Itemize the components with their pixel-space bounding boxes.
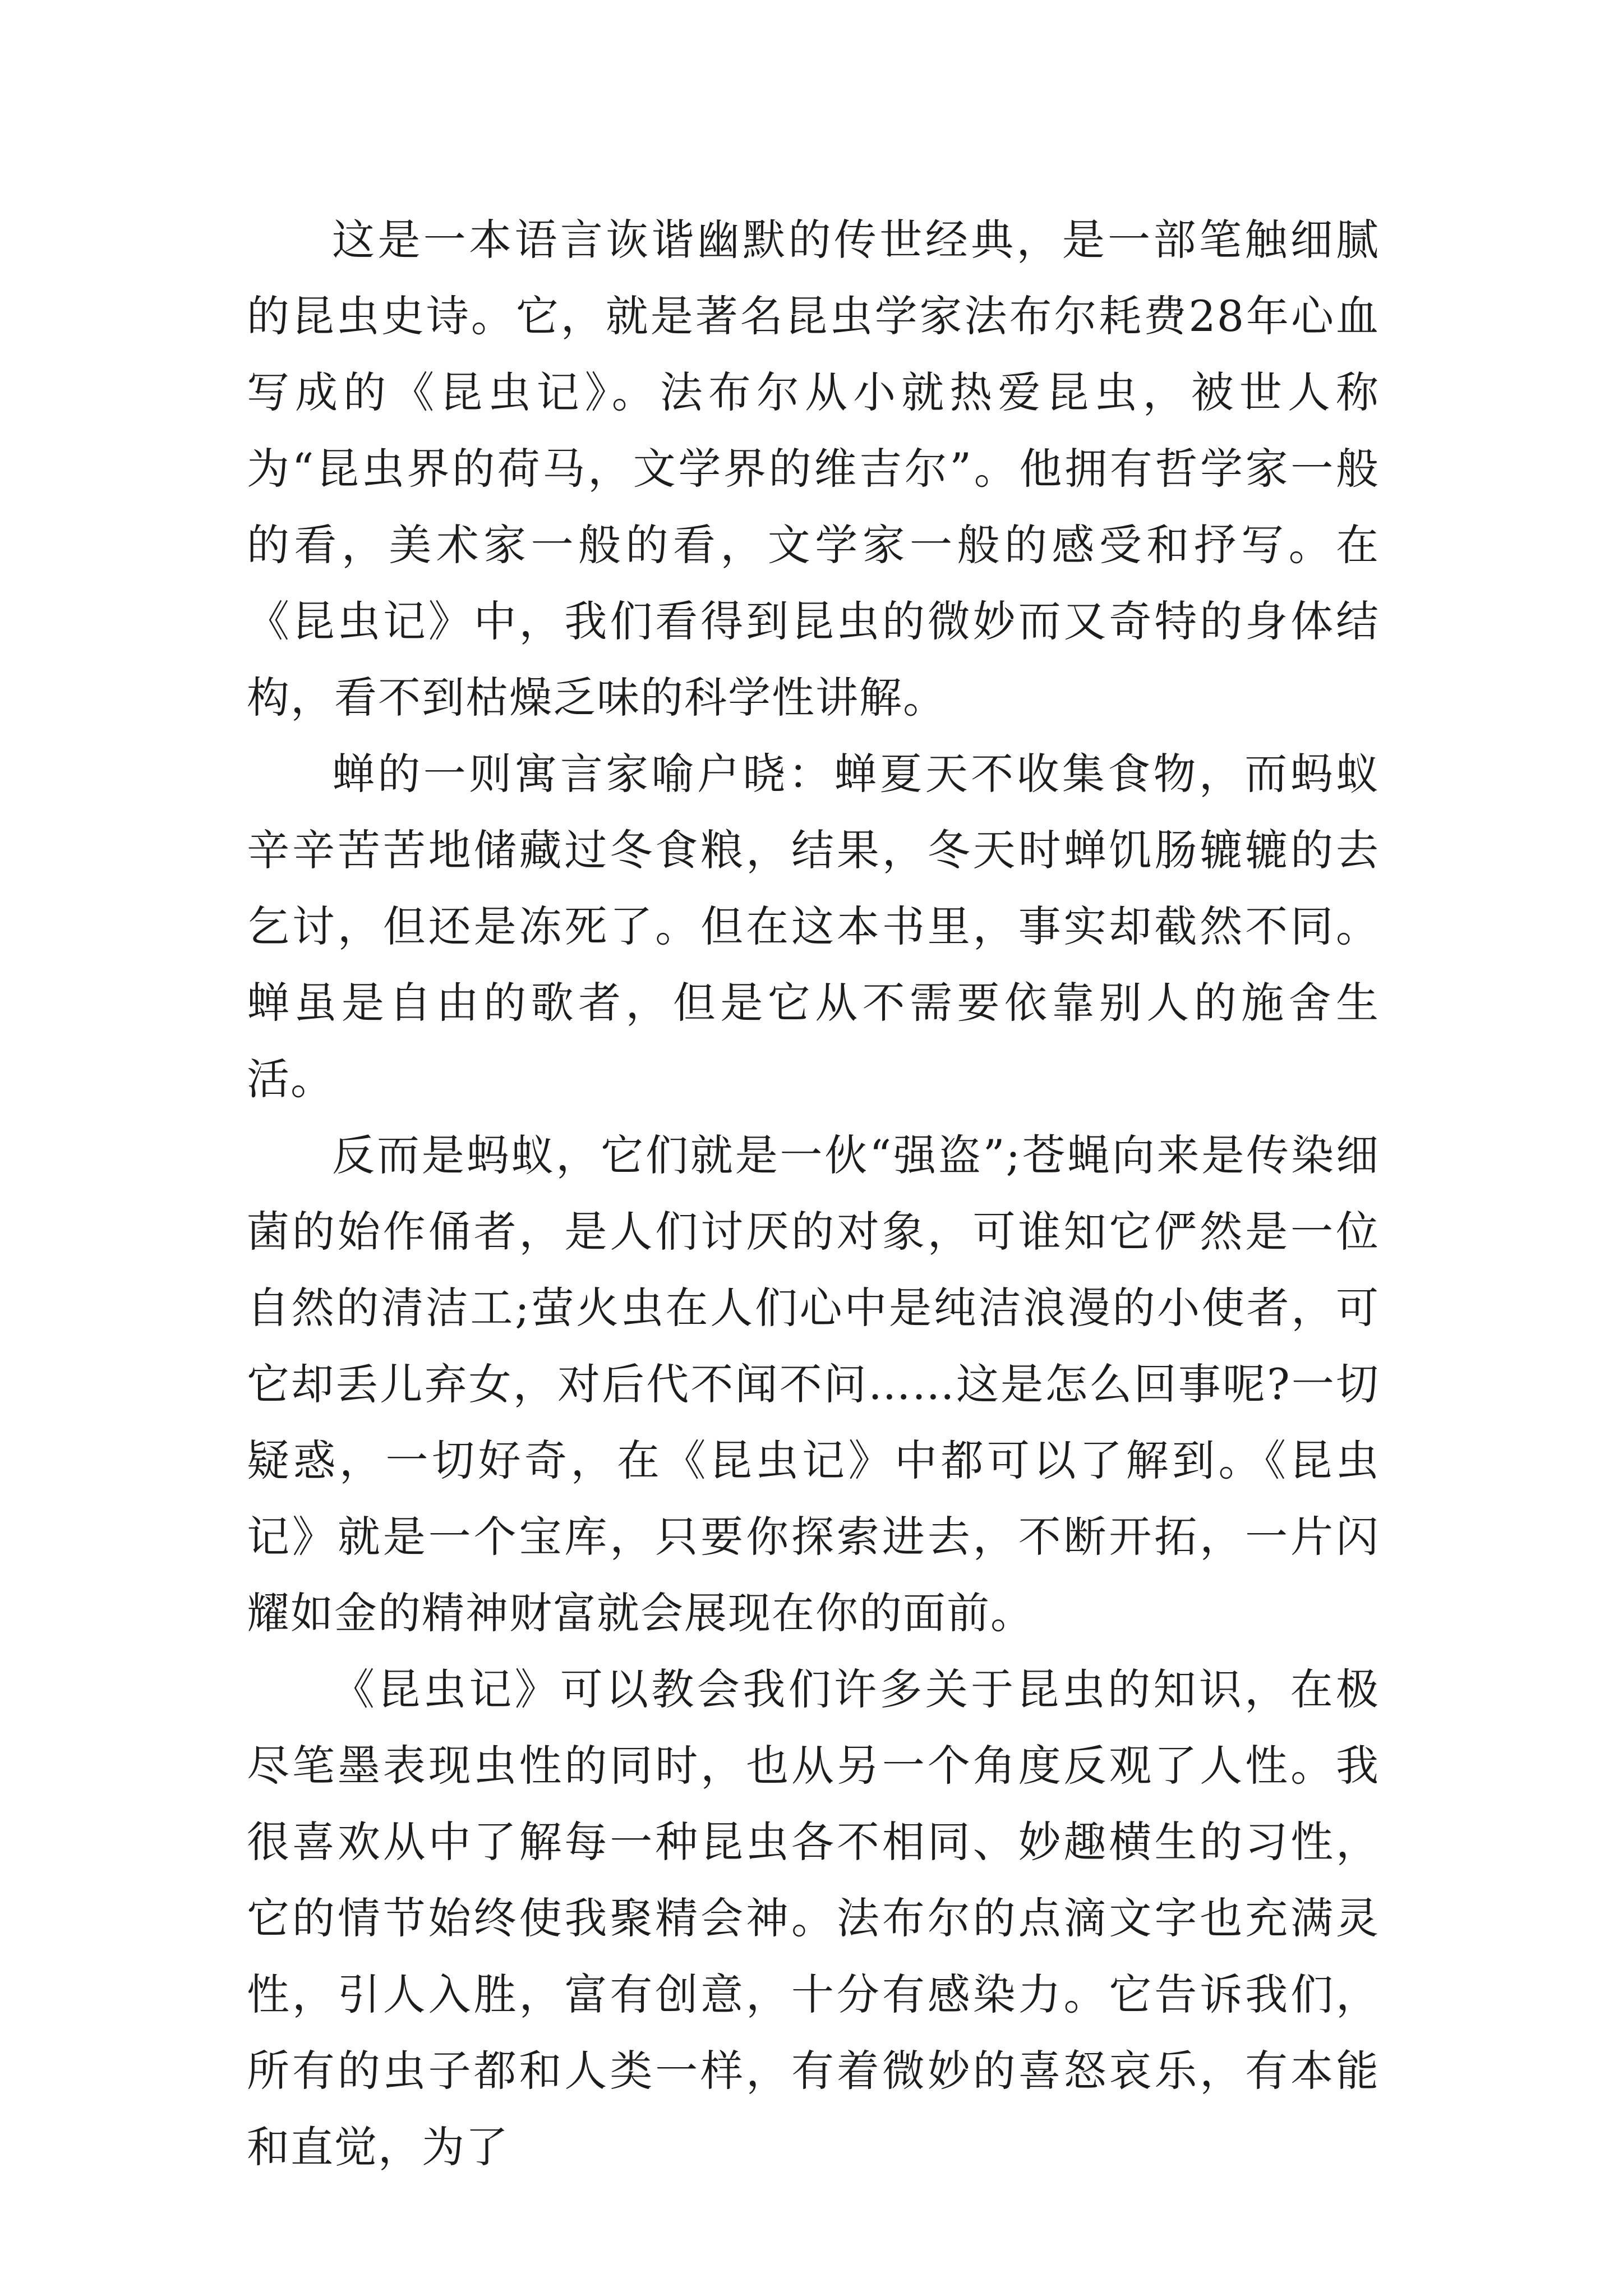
paragraph-3: 反而是蚂蚁，它们就是一伙“强盗”;苍蝇向来是传染细菌的始作俑者，是人们讨厌的对象，可谁知它俨然是一位自然的清洁工;萤火虫在人们心中是纯洁浪漫的小使者，可它却丢儿弃女，对后代不闻不问……这是怎么回事呢?一切疑惑，一切好奇，在《昆虫记》中都可以了解到。《昆虫记》就是一个宝库，只要你探索进去，不断开拓，一片闪耀如金的精神财富就会展现在你的面前。 [247, 1130, 1380, 1638]
paragraph-4: 《昆虫记》可以教会我们许多关于昆虫的知识，在极尽笔墨表现虫性的同时，也从另一个角度反观了人性。我很喜欢从中了解每一种昆虫各不相同、妙趣横生的习性，它的情节始终使我聚精会神。法布尔的点滴文字也充满灵性，引人入胜，富有创意，十分有感染力。它告诉我们，所有的虫子都和人类一样，有着微妙的喜怒哀乐，有本能和直觉，为了 [247, 1664, 1380, 2172]
body-text [247, 202, 1380, 2185]
paragraph-1: 这是一本语言诙谐幽默的传世经典，是一部笔触细腻的昆虫史诗。它，就是著名昆虫学家法布尔耗费28年心血写成的《昆虫记》。法布尔从小就热爱昆虫，被世人称为“昆虫界的荷马，文学界的维吉尔”。他拥有哲学家一般的看，美术家一般的看，文学家一般的感受和抒写。在《昆虫记》中，我们看得到昆虫的微妙而又奇特的身体结构，看不到枯燥乏味的科学性讲解。 [247, 215, 1380, 723]
paragraph-2: 蝉的一则寓言家喻户晓：蝉夏天不收集食物，而蚂蚁辛辛苦苦地储藏过冬食粮，结果，冬天时蝉饥肠辘辘的去乞讨，但还是冻死了。但在这本书里，事实却截然不同。蝉虽是自由的歌者，但是它从不需要依靠别人的施舍生活。 [247, 749, 1380, 1104]
